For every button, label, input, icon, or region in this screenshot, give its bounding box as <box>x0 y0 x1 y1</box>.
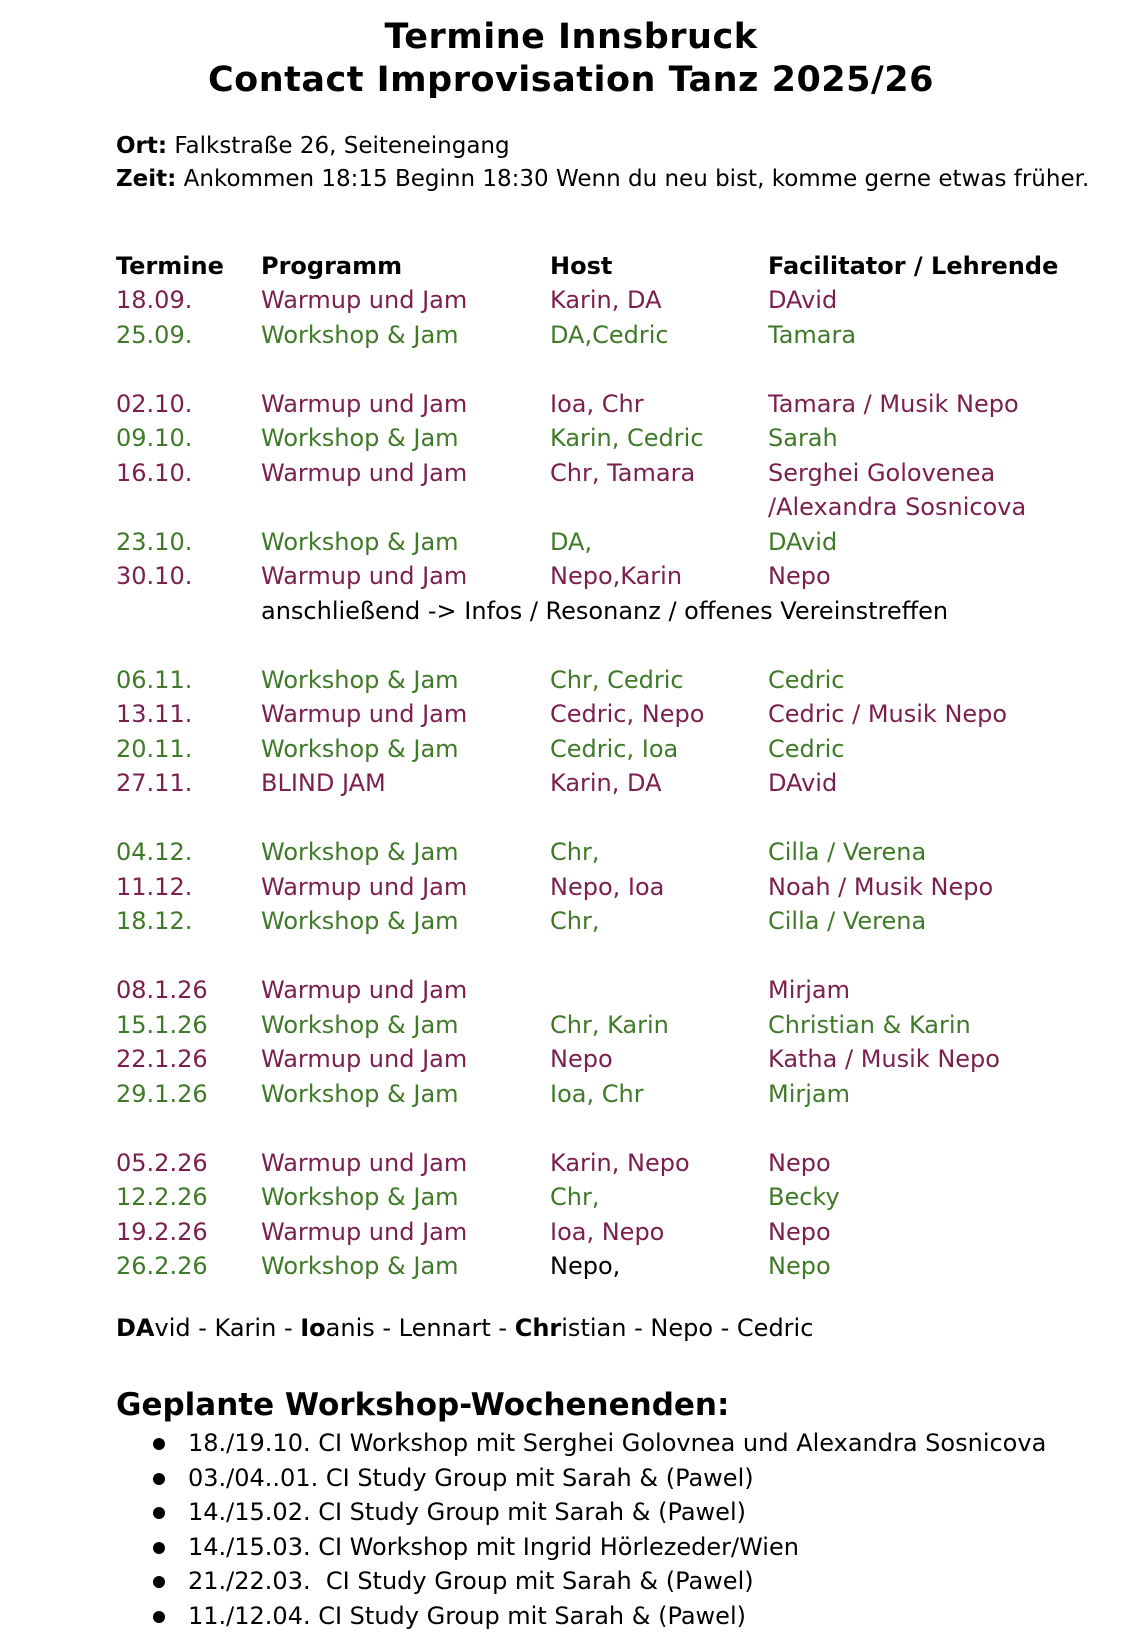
note-text: anschließend -> Infos / Resonanz / offenes Vereinstreffen <box>261 596 949 625</box>
table-row <box>0 421 1142 456</box>
facilitator-cell: DAvid <box>768 527 838 556</box>
date-cell: 30.10. <box>116 562 193 590</box>
header-host: Host <box>550 252 613 280</box>
facilitator-cell: Katha / Musik Nepo <box>768 1045 1000 1073</box>
list-item <box>150 1461 1046 1496</box>
team-separator: - <box>276 1314 301 1342</box>
date-cell: 20.11. <box>116 734 193 763</box>
date-cell: 22.1.26 <box>116 1045 208 1073</box>
host-cell: Karin, DA <box>550 769 662 797</box>
date-cell: 02.10. <box>116 389 193 418</box>
host-cell: Nepo <box>550 1045 613 1073</box>
facilitator-cell: Nepo <box>768 562 831 590</box>
facilitator-cell: Mirjam <box>768 976 850 1004</box>
team-line <box>116 1313 813 1343</box>
workshops-list <box>150 1426 1046 1633</box>
date-cell: 19.2.26 <box>116 1217 208 1246</box>
team-member-initials: Chr <box>514 1314 562 1342</box>
facilitator-cell: Becky <box>768 1183 840 1211</box>
program-cell: Warmup und Jam <box>261 1045 468 1073</box>
table-spacer <box>0 628 1142 663</box>
bullet-icon <box>153 1576 165 1588</box>
facilitator-cell: Tamara / Musik Nepo <box>768 389 1019 418</box>
table-row <box>0 283 1142 318</box>
date-cell: 18.12. <box>116 907 193 935</box>
program-cell: Workshop & Jam <box>261 527 459 556</box>
team-separator: - <box>626 1314 651 1342</box>
table-row <box>0 973 1142 1008</box>
table-row <box>0 490 1142 525</box>
facilitator-cell: DAvid <box>768 286 838 314</box>
time-value: Ankommen 18:15 Beginn 18:30 Wenn du neu bist, komme gerne etwas früher. <box>183 166 1090 192</box>
host-cell: Nepo, Ioa <box>550 872 665 901</box>
program-cell: Workshop & Jam <box>261 320 459 349</box>
host-cell: Ioa, Nepo <box>550 1217 665 1246</box>
date-cell: 12.2.26 <box>116 1183 208 1211</box>
date-cell: 06.11. <box>116 665 193 694</box>
host-cell: Nepo,Karin <box>550 562 683 590</box>
program-cell: BLIND JAM <box>261 769 386 797</box>
workshops-heading: Geplante Workshop-Wochenenden: <box>116 1387 730 1423</box>
table-row <box>0 870 1142 905</box>
table-row <box>0 387 1142 422</box>
table-spacer <box>0 939 1142 974</box>
team-member-initials: DA <box>116 1314 155 1342</box>
program-cell: Warmup und Jam <box>261 458 468 487</box>
bullet-icon <box>153 1473 165 1485</box>
host-cell: Karin, DA <box>550 286 662 314</box>
time-label: Zeit: <box>116 166 177 192</box>
bullet-icon <box>153 1507 165 1519</box>
program-cell: Workshop & Jam <box>261 838 459 866</box>
table-spacer <box>0 1111 1142 1146</box>
bullet-icon <box>153 1542 165 1554</box>
workshop-text: 11./12.04. CI Study Group mit Sarah & (Pawel) <box>188 1601 746 1630</box>
table-row <box>0 1042 1142 1077</box>
team-separator: - <box>490 1314 515 1342</box>
table-row <box>0 525 1142 560</box>
date-cell: 23.10. <box>116 527 193 556</box>
team-member <box>737 1314 814 1342</box>
facilitator-cell: Sarah <box>768 424 838 452</box>
list-item <box>150 1599 1046 1634</box>
list-item <box>150 1530 1046 1565</box>
team-member-name: anis <box>325 1314 375 1342</box>
date-cell: 08.1.26 <box>116 976 208 1004</box>
table-row <box>0 559 1142 594</box>
team-member-name: vid <box>154 1314 191 1342</box>
program-cell: Warmup und Jam <box>261 1217 468 1246</box>
host-cell: Chr, <box>550 907 600 935</box>
team-separator: - <box>374 1314 399 1342</box>
facilitator-cell: Cedric <box>768 665 845 694</box>
table-row <box>0 1215 1142 1250</box>
facilitator-cell: Nepo <box>768 1252 831 1280</box>
time-line <box>116 164 1089 194</box>
date-cell: 09.10. <box>116 424 193 452</box>
list-item <box>150 1495 1046 1530</box>
program-cell: Workshop & Jam <box>261 1183 459 1211</box>
date-cell: 26.2.26 <box>116 1252 208 1280</box>
team-member-name: istian <box>561 1314 627 1342</box>
program-cell: Warmup und Jam <box>261 976 468 1004</box>
team-member-name: Karin <box>214 1314 277 1342</box>
program-cell: Warmup und Jam <box>261 286 468 314</box>
table-row <box>0 1008 1142 1043</box>
team-member <box>300 1314 375 1342</box>
program-cell: Warmup und Jam <box>261 872 468 901</box>
host-cell: DA, <box>550 527 593 556</box>
program-cell: Workshop & Jam <box>261 665 459 694</box>
header-facilitator: Facilitator / Lehrende <box>768 252 1059 280</box>
host-cell: Chr, Karin <box>550 1010 669 1039</box>
table-spacer <box>0 801 1142 836</box>
team-member-name: Nepo <box>650 1314 713 1342</box>
host-cell: Chr, Tamara <box>550 458 696 487</box>
program-cell: Workshop & Jam <box>261 424 459 452</box>
team-member <box>650 1314 713 1342</box>
table-row <box>0 663 1142 698</box>
list-item <box>150 1564 1046 1599</box>
workshop-text: 18./19.10. CI Workshop mit Serghei Golovnea und Alexandra Sosnicova <box>188 1429 1047 1457</box>
host-cell: Ioa, Chr <box>550 389 644 418</box>
page-title: Termine Innsbruck <box>384 17 758 57</box>
host-cell: Chr, Cedric <box>550 665 684 694</box>
workshop-text: 14./15.02. CI Study Group mit Sarah & (Pawel) <box>188 1498 746 1526</box>
program-cell: Workshop & Jam <box>261 734 459 763</box>
program-cell: Warmup und Jam <box>261 700 468 728</box>
header-programm: Programm <box>261 252 403 280</box>
table-spacer <box>0 352 1142 387</box>
date-cell: 05.2.26 <box>116 1148 208 1177</box>
location-label: Ort: <box>116 133 168 159</box>
list-item <box>150 1426 1046 1461</box>
bullet-icon <box>153 1438 165 1450</box>
host-cell: Chr, <box>550 838 600 866</box>
team-member-name: Cedric <box>736 1314 814 1342</box>
facilitator-cell: Nepo <box>768 1148 831 1177</box>
facilitator-cell: Tamara <box>768 320 857 349</box>
host-cell: Chr, <box>550 1183 600 1211</box>
facilitator-cell: Cilla / Verena <box>768 907 927 935</box>
team-member <box>515 1314 627 1342</box>
date-cell: 29.1.26 <box>116 1079 208 1108</box>
table-row <box>0 1077 1142 1112</box>
table-note <box>0 594 1142 629</box>
date-cell: 18.09. <box>116 286 193 314</box>
team-separator: - <box>713 1314 737 1342</box>
bullet-icon <box>153 1611 165 1623</box>
team-member <box>399 1314 491 1342</box>
schedule-table <box>0 283 1142 1284</box>
facilitator-cell: /Alexandra Sosnicova <box>768 493 1027 521</box>
program-cell: Workshop & Jam <box>261 1079 459 1108</box>
facilitator-cell: Mirjam <box>768 1079 850 1108</box>
date-cell: 25.09. <box>116 320 193 349</box>
workshop-text: 21./22.03. CI Study Group mit Sarah & (Pawel) <box>188 1567 754 1595</box>
host-cell: Ioa, Chr <box>550 1079 644 1108</box>
facilitator-cell: DAvid <box>768 769 838 797</box>
workshop-text: 03./04..01. CI Study Group mit Sarah & (Pawel) <box>188 1463 754 1492</box>
date-cell: 15.1.26 <box>116 1010 208 1039</box>
facilitator-cell: Cedric <box>768 734 845 763</box>
date-cell: 04.12. <box>116 838 193 866</box>
table-row <box>0 1146 1142 1181</box>
facilitator-cell: Cedric / Musik Nepo <box>768 700 1008 728</box>
table-row <box>0 766 1142 801</box>
location-value: Falkstraße 26, Seiteneingang <box>174 133 510 159</box>
host-cell: Cedric, Nepo <box>550 700 705 728</box>
program-cell: Workshop & Jam <box>261 1252 459 1280</box>
host-cell: Cedric, Ioa <box>550 734 679 763</box>
table-row <box>0 835 1142 870</box>
team-member-name: Lennart <box>398 1314 491 1342</box>
host-cell: Nepo, <box>550 1252 621 1280</box>
program-cell: Workshop & Jam <box>261 907 459 935</box>
date-cell: 16.10. <box>116 458 193 487</box>
header-termine: Termine <box>116 252 224 280</box>
location-line <box>116 131 510 161</box>
table-row <box>0 904 1142 939</box>
team-member <box>215 1314 277 1342</box>
facilitator-cell: Cilla / Verena <box>768 838 927 866</box>
table-row <box>0 456 1142 491</box>
facilitator-cell: Serghei Golovenea <box>768 458 996 487</box>
date-cell: 11.12. <box>116 872 193 901</box>
host-cell: Karin, Cedric <box>550 424 704 452</box>
team-member <box>116 1314 191 1342</box>
facilitator-cell: Noah / Musik Nepo <box>768 872 994 901</box>
date-cell: 13.11. <box>116 700 193 728</box>
host-cell: Karin, Nepo <box>550 1148 690 1177</box>
table-row <box>0 697 1142 732</box>
table-row <box>0 1249 1142 1284</box>
program-cell: Warmup und Jam <box>261 389 468 418</box>
page-subtitle: Contact Improvisation Tanz 2025/26 <box>207 60 934 100</box>
program-cell: Warmup und Jam <box>261 1148 468 1177</box>
table-row <box>0 1180 1142 1215</box>
table-row <box>0 732 1142 767</box>
facilitator-cell: Christian & Karin <box>768 1010 971 1039</box>
facilitator-cell: Nepo <box>768 1217 831 1246</box>
host-cell: DA,Cedric <box>550 320 669 349</box>
program-cell: Workshop & Jam <box>261 1010 459 1039</box>
table-row <box>0 318 1142 353</box>
team-separator: - <box>190 1314 215 1342</box>
date-cell: 27.11. <box>116 769 193 797</box>
program-cell: Warmup und Jam <box>261 562 468 590</box>
team-member-initials: Io <box>300 1314 326 1342</box>
workshop-text: 14./15.03. CI Workshop mit Ingrid Hörlezeder/Wien <box>188 1532 799 1561</box>
